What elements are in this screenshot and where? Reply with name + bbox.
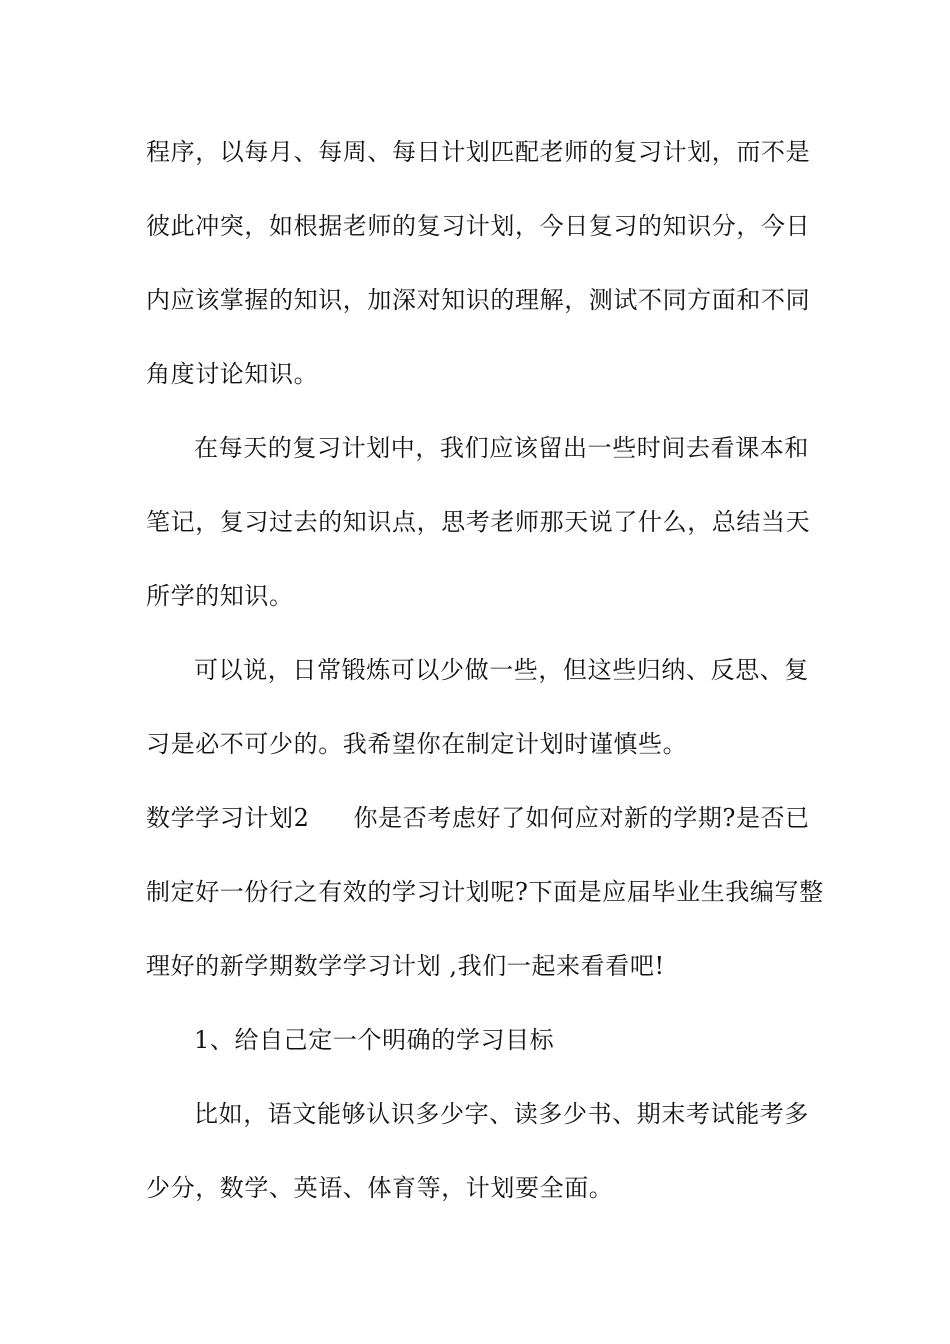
section-heading-line (146, 802, 810, 834)
paragraph-line: 在每天的复习计划中，我们应该留出一些时间去看课本和 (194, 434, 809, 462)
paragraph-line: 习是必不可少的。我希望你在制定计划时谨慎些。 (146, 730, 688, 758)
paragraph-line: 内应该掌握的知识，加深对知识的理解，测试不同方面和不同 (146, 286, 811, 314)
paragraph-line: 理好的新学期数学学习计划 ,我们一起来看看吧! (146, 952, 665, 980)
paragraph-line: 所学的知识。 (146, 582, 294, 610)
paragraph-line: 程序，以每月、每周、每日计划匹配老师的复习计划，而不是 (146, 138, 811, 166)
paragraph-line: 笔记，复习过去的知识点，思考老师那天说了什么，总结当天 (146, 508, 811, 536)
paragraph-line: 少分，数学、英语、体育等，计划要全面。 (146, 1174, 614, 1202)
paragraph-line: 彼此冲突，如根据老师的复习计划，今日复习的知识分，今日 (146, 212, 811, 240)
paragraph-line: 可以说，日常锻炼可以少做一些，但这些归纳、反思、复 (194, 656, 809, 684)
paragraph-line: 制定好一份行之有效的学习计划呢?下面是应届毕业生我编写整 (146, 878, 824, 906)
paragraph-line: 角度讨论知识。 (146, 360, 319, 388)
section-title: 数学学习计划2 (146, 804, 310, 832)
paragraph-line: 比如，语文能够认识多少字、读多少书、期末考试能考多 (194, 1100, 809, 1128)
section-intro: 你是否考虑好了如何应对新的学期?是否已 (353, 804, 810, 832)
list-heading: 1、给自己定一个明确的学习目标 (194, 1026, 555, 1054)
